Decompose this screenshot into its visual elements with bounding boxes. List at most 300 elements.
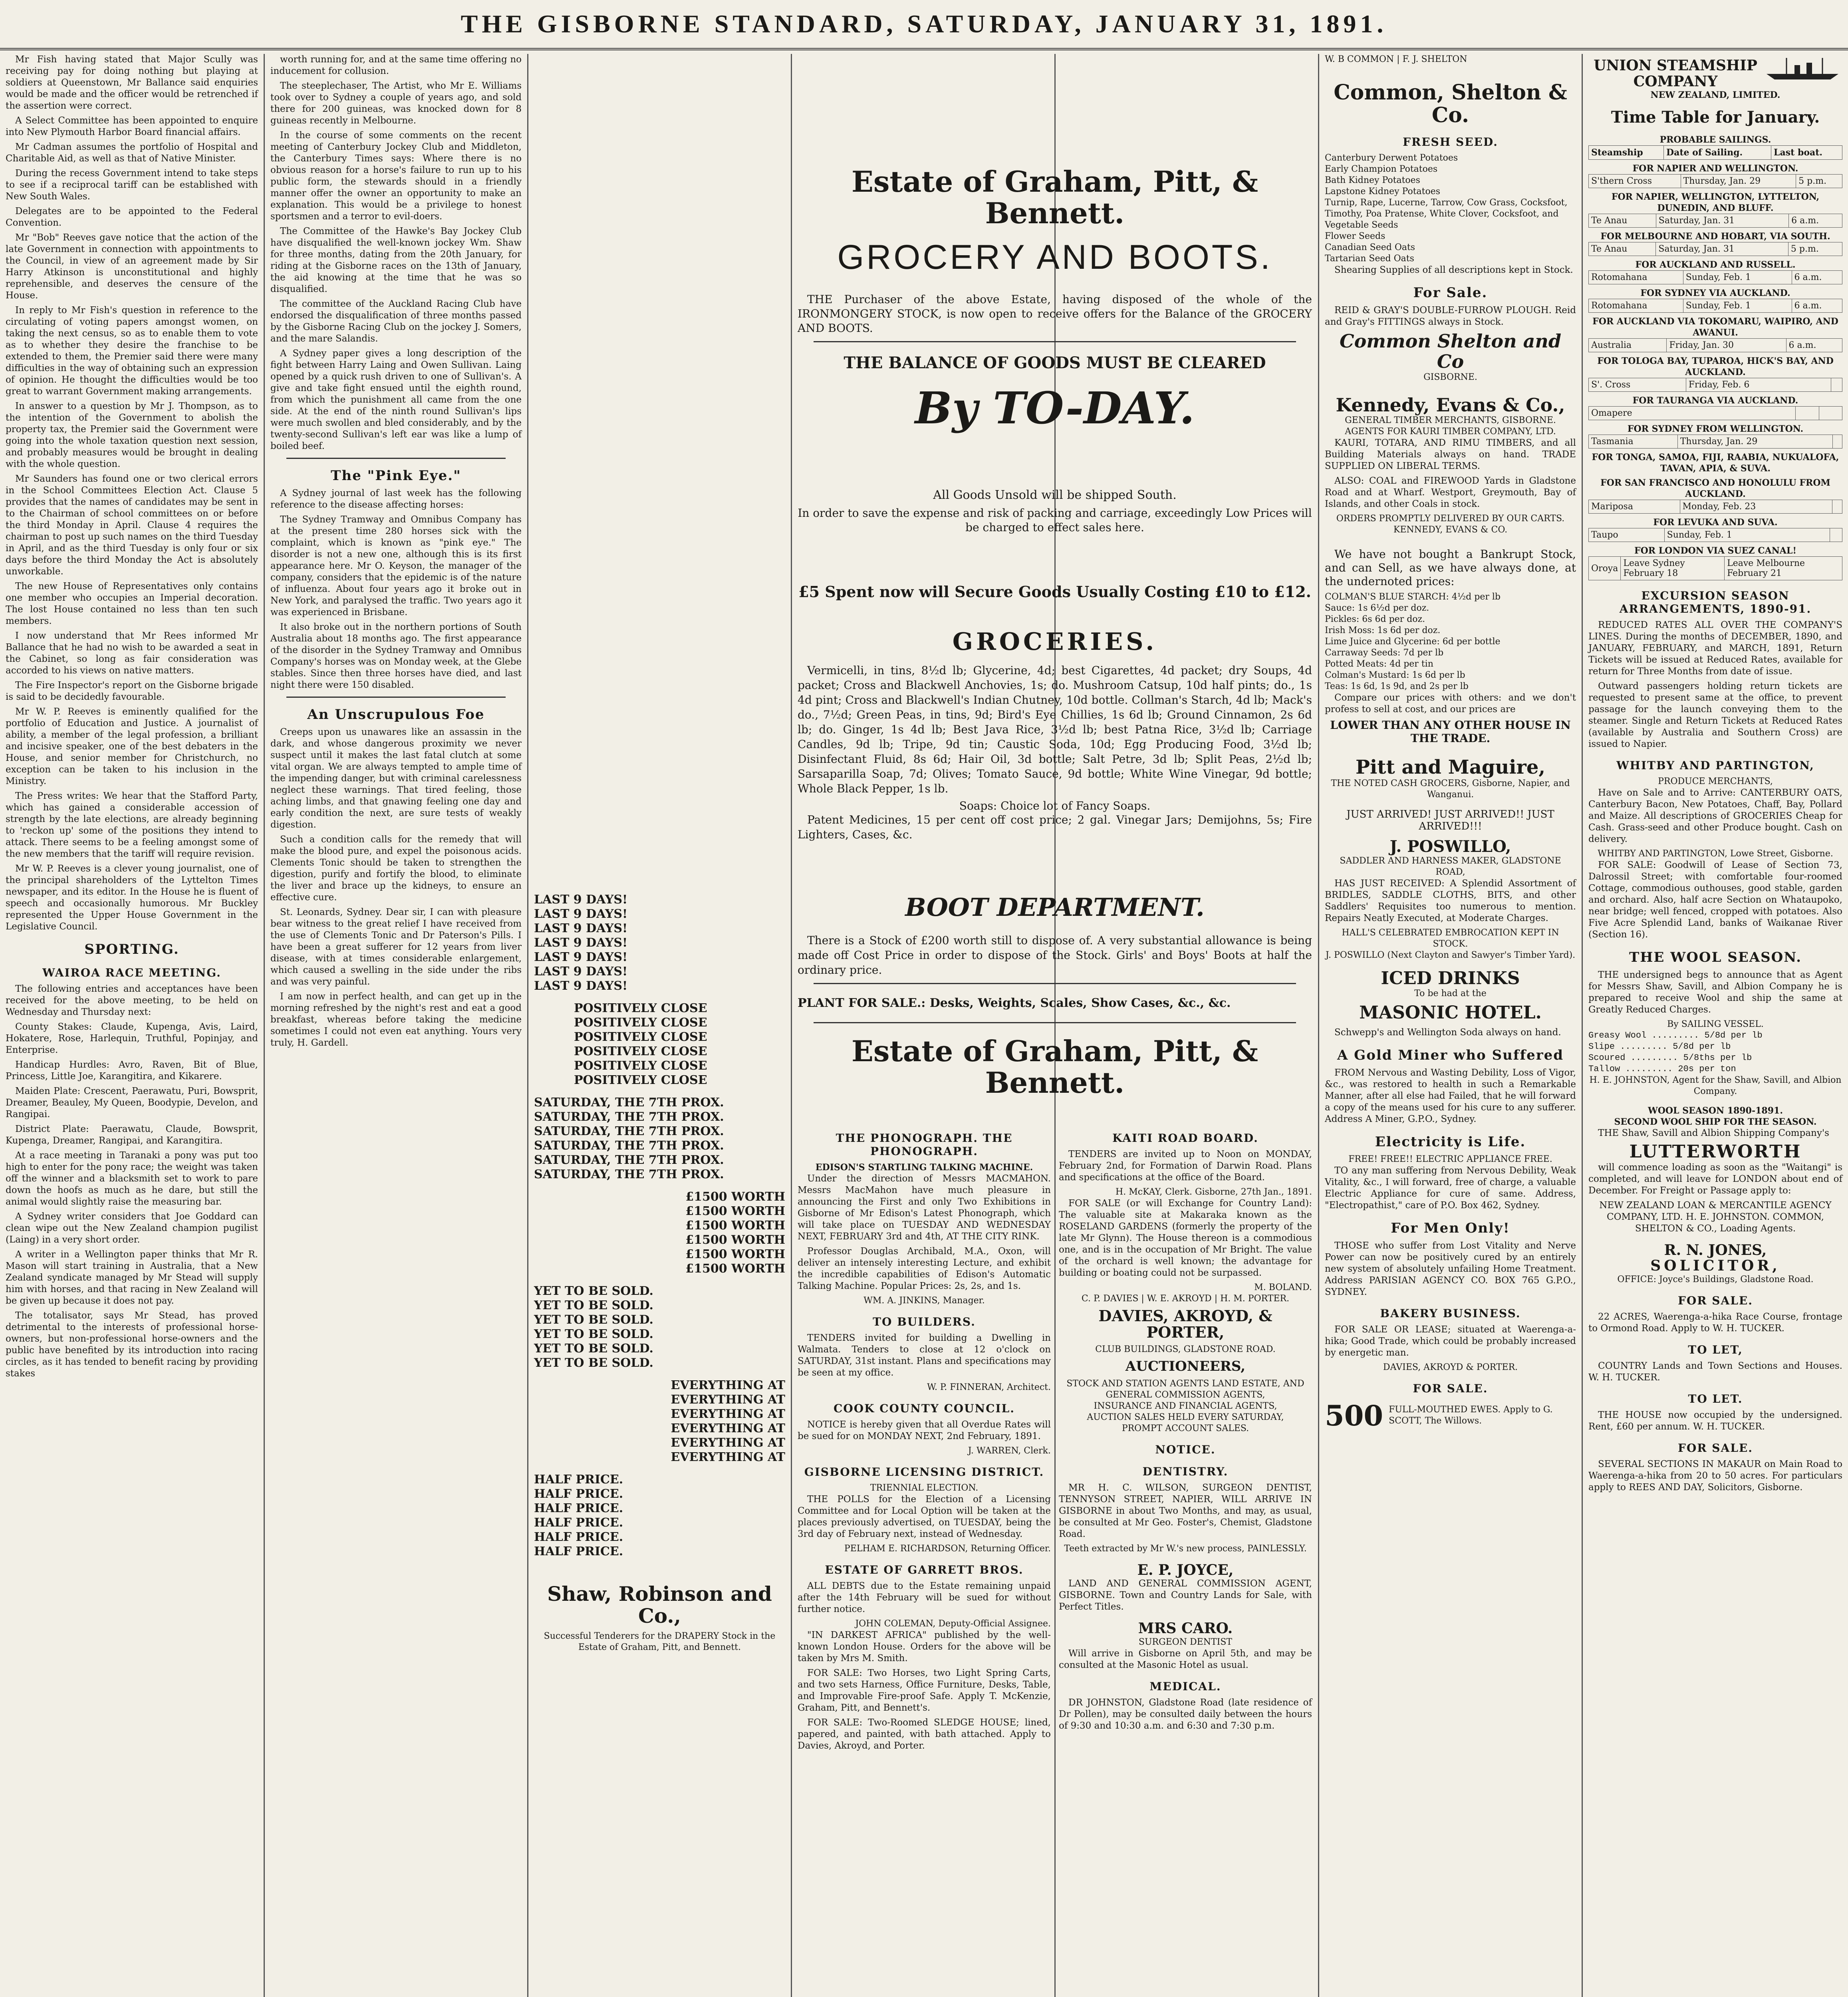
firm-line: STOCK AND STATION AGENTS LAND ESTATE, AND GENERAL COMMISSION AGENTS,	[1066, 1378, 1304, 1400]
news-paragraph: A Select Committee has been appointed to enquire into New Plymouth Harbor Board financial affairs.	[6, 115, 258, 137]
table-cell: Rotomahana	[1589, 271, 1683, 284]
sporting-paragraph: The Committee of the Hawke's Bay Jockey Club have disqualified the well-known jockey Wm. Shaw for three months, dating from the 20th January, for riding at the Gisborne races on the 13th of January, the aid knowing at the time that he was so disqualified.	[270, 226, 522, 294]
table-cell: 5 p.m.	[1788, 242, 1842, 256]
auctioneers-heading: AUCTIONEERS,	[1125, 1358, 1246, 1375]
garrett-signature: JOHN COLEMAN, Deputy-Official Assignee.	[855, 1618, 1051, 1629]
close-line: POSITIVELY CLOSE	[574, 1073, 707, 1087]
caro-subtitle: SURGEON DENTIST	[1138, 1637, 1233, 1647]
table-cell: Australia	[1589, 339, 1667, 352]
saturday-line: SATURDAY, THE 7TH PROX.	[534, 1124, 724, 1138]
garrett-heading: ESTATE OF GARRETT BROS.	[825, 1563, 1024, 1576]
table-cell: 6 a.m.	[1792, 271, 1842, 284]
news-paragraphs	[6, 54, 258, 933]
licensing-text: THE POLLS for the Election of a Licensing Committee and for Local Option will be taken at the places previously advertised, on TUESDAY, being the 3rd day of February next, instead of Wednesday.	[798, 1494, 1051, 1539]
unsold-note: All Goods Unsold will be shipped South.	[933, 488, 1177, 502]
kennedy-text: KAURI, TOTARA, AND RIMU TIMBERS, and all Building Materials always on hand. TRADE SUPPLIED ON LIBERAL TERMS.	[1325, 438, 1576, 472]
last-days-line: LAST 9 DAYS!	[534, 965, 628, 979]
race-meeting-heading: WAIROA RACE MEETING.	[42, 966, 221, 979]
firm-line: PROMPT ACCOUNT SALES.	[1122, 1423, 1249, 1433]
route-label: FOR MELBOURNE AND HOBART, VIA SOUTH.	[1600, 231, 1830, 242]
table-row	[1588, 299, 1842, 313]
kennedy-orders: ORDERS PROMPTLY DELIVERED BY OUR CARTS.	[1336, 514, 1565, 524]
grocery-title: GROCERY AND BOOTS.	[837, 238, 1272, 277]
table-cell	[1832, 435, 1842, 449]
cook-council-signature: J. WARREN, Clerk.	[968, 1445, 1051, 1456]
to-let-2-text: THE HOUSE now occupied by the undersigned. Rent, £60 per annum. W. H. TUCKER.	[1588, 1409, 1842, 1432]
table-header-cell: Steamship	[1589, 146, 1664, 160]
africa-note: "IN DARKEST AFRICA" published by the well-known London House. Orders for the above will be taken by Mrs M. Smith.	[798, 1630, 1051, 1664]
compare-note: Compare our prices with others: and we don't profess to sell at cost, and our prices are	[1325, 693, 1576, 715]
cook-council-text: NOTICE is hereby given that all Overdue Rates will be sued for on MONDAY NEXT, 2nd February, 1891.	[798, 1419, 1051, 1441]
race-paragraph: Maiden Plate: Crescent, Paerawatu, Puri, Bowsprit, Dreamer, Beauley, My Queen, Boodypie, Develon, and Rangipai.	[6, 1086, 258, 1120]
boot-heading: BOOT DEPARTMENT.	[905, 892, 1205, 922]
table-cell	[1796, 407, 1819, 420]
seed-item: Flower Seeds	[1325, 231, 1386, 242]
to-let-2-heading: TO LET.	[1688, 1392, 1743, 1405]
news-paragraph: The Fire Inspector's report on the Gisborne brigade is said to be decidedly favourable.	[6, 680, 258, 702]
news-paragraph: In reply to Mr Fish's question in reference to the circulating of voting papers amongst women, on taking the next census, so as to enable them to vote as to whether they desire the franchise to be extended to them, the Premier said there were many difficulties in the way of obtaining such an expression of opinion. He thought the difficulties would be too great to warrant Government making arrangements.	[6, 305, 258, 397]
table-cell	[1832, 500, 1842, 514]
saturday-line: SATURDAY, THE 7TH PROX.	[534, 1153, 724, 1167]
wool-season: WOOL SEASON 1890-1891.	[1648, 1106, 1783, 1116]
divider	[286, 697, 506, 698]
whitby-heading: WHITBY AND PARTINGTON,	[1616, 759, 1814, 772]
table-cell: Friday, Feb. 6	[1686, 378, 1831, 392]
everything-line: EVERYTHING AT	[671, 1393, 785, 1407]
notice-heading: NOTICE.	[1155, 1443, 1216, 1456]
common-title: Common, Shelton & Co.	[1334, 80, 1567, 128]
saturday-line: SATURDAY, THE 7TH PROX.	[534, 1096, 724, 1110]
column-7	[1583, 54, 1848, 1997]
news-paragraph: Mr Fish having stated that Major Scully was receiving pay for doing nothing but playing at soldiers at Queenstown, Mr Ballance said enquiries would be made and the officer would be retrenched if the assertion were correct.	[6, 54, 258, 111]
sections-text: SEVERAL SECTIONS IN MAKAUR on Main Road to Waerenga-a-hika from 20 to 50 acres. For particulars apply to REES AND DAY, Solicitors, Gisborne.	[1588, 1459, 1842, 1493]
just-arrived: JUST ARRIVED! JUST ARRIVED!! JUST ARRIVED!!!	[1346, 808, 1554, 832]
shaw-title: Shaw, Robinson and Co.,	[547, 1582, 772, 1628]
phonograph-subtitle: EDISON'S STARTLING TALKING MACHINE.	[815, 1162, 1033, 1173]
sailing-routes	[1588, 145, 1842, 580]
builders-heading: TO BUILDERS.	[873, 1315, 976, 1328]
jones-office: OFFICE: Joyce's Buildings, Gladstone Road.	[1617, 1274, 1814, 1284]
table-cell: Taupo	[1589, 528, 1665, 542]
phonograph-more: Professor Douglas Archibald, M.A., Oxon, will deliver an intensely interesting Lecture, and exhibit the incredible capabilities of Edison's Automatic Talking Machine. Popular Prices: 2s, 2s, and 1s.	[798, 1246, 1051, 1291]
excursion-text: REDUCED RATES ALL OVER THE COMPANY'S LINES. During the months of DECEMBER, 1890, and JANUARY, FEBRUARY, and MARCH, 1891, Return Tickets will be issued at Reduced Rates, available for return for Three Months from date of issue.	[1588, 620, 1842, 677]
column-6	[1319, 54, 1582, 1997]
firm-partners: C. P. DAVIES | W. E. AKROYD | H. M. PORTER.	[1081, 1293, 1290, 1304]
table-row	[1588, 500, 1842, 514]
route-label: FOR SAN FRANCISCO AND HONOLULU FROM AUCKLAND.	[1600, 478, 1830, 500]
table-cell: Sunday, Feb. 1	[1683, 271, 1792, 284]
saturday-stack	[534, 1096, 785, 1182]
poswillo-signature: J. POSWILLO (Next Clayton and Sawyer's Timber Yard).	[1325, 950, 1576, 960]
wool-signature: H. E. JOHNSTON, Agent for the Shaw, Savill, and Albion Company.	[1589, 1075, 1842, 1097]
seed-item: Canterbury Derwent Potatoes	[1325, 153, 1458, 163]
table-cell: Te Anau	[1589, 214, 1656, 228]
table-cell: 6 a.m.	[1789, 214, 1842, 228]
wool-rate: Scoured ......... 5/8ths per lb	[1588, 1053, 1752, 1063]
estate-intro: THE Purchaser of the above Estate, having disposed of the whole of the IRONMONGERY STOCK, is now open to receive offers for the Balance of the GROCERY AND BOOTS.	[798, 292, 1312, 335]
soaps-note: Soaps: Choice lot of Fancy Soaps.	[959, 799, 1151, 812]
news-paragraph: During the recess Government intend to take steps to see if a reciprocal tariff can be established with New South Wales.	[6, 168, 258, 202]
table-cell: Oroya	[1589, 557, 1621, 580]
foe-heading: An Unscrupulous Foe	[307, 707, 485, 723]
plough-note: REID & GRAY'S DOUBLE-FURROW PLOUGH. Reid and Gray's FITTINGS always in Stock.	[1325, 305, 1576, 328]
sold-line: YET TO BE SOLD.	[534, 1342, 653, 1356]
poswillo-subtitle: SADDLER AND HARNESS MAKER, GLADSTONE ROAD,	[1340, 856, 1561, 877]
price-item: Irish Moss: 1s 6d per doz.	[1325, 625, 1441, 636]
ewes-heading: FOR SALE.	[1413, 1382, 1488, 1395]
worth-line: £1500 WORTH	[685, 1190, 785, 1204]
table-cell: 5 p.m.	[1796, 175, 1842, 188]
price-item: Teas: 1s 6d, 1s 9d, and 2s per lb	[1325, 681, 1469, 692]
boot-text: There is a Stock of £200 worth still to dispose of. A very substantial allowance is being made off Cost Price in order to dispose of the Stock. Girls' and Boys' Boots at half the ordinary price.	[798, 934, 1312, 977]
partners-line	[1325, 54, 1576, 65]
news-paragraph: The Press writes: We hear that the Stafford Party, which has gained a considerable accession of strength by the late elections, are already beginning to 'reckon up' some of the positions they intend to attack. There seems to be a feeling amongst some of the new members that the tariff will require revision.	[6, 791, 258, 859]
table-cell: Leave Sydney February 18	[1621, 557, 1725, 580]
men-only-text: THOSE who suffer from Lost Vitality and Nerve Power can now be positively cured by an entirely new system of absolutely unfailing Home Treatment. Address PARISIAN AGENCY CO. BOX 765 G.P.O., SYDNEY.	[1325, 1240, 1576, 1297]
iced-drinks-text: Schwepp's and Wellington Soda always on hand.	[1334, 1027, 1561, 1038]
firm-line: INSURANCE AND FINANCIAL AGENTS,	[1094, 1401, 1277, 1411]
table-row	[1588, 214, 1842, 228]
everything-stack	[534, 1378, 785, 1465]
route-label: FOR NAPIER AND WELLINGTON.	[1632, 163, 1798, 174]
price-item: Pickles: 6s 6d per doz.	[1325, 614, 1425, 625]
excursion-more: Outward passengers holding return tickets are requested to present same at the office, to prevent passage for the launch conveying them to the steamer. Single and Return Tickets at Reduced Rates (available by Australia and Southern Cross) are issued to Napier.	[1588, 681, 1842, 750]
sporting-paragraph: The steeplechaser, The Artist, who Mr E. Williams took over to Sydney a couple of years ago, and sold there for 200 guineas, was knocked down for 8 guineas recently in Melbourne.	[270, 81, 522, 126]
everything-line: EVERYTHING AT	[671, 1450, 785, 1464]
column-2	[265, 54, 527, 1997]
spent-note: £5 Spent now will Secure Goods Usually Costing £10 to £12.	[798, 582, 1311, 601]
whitby-signature: WHITBY AND PARTINGTON, Lowe Street, Gisborne.	[1598, 849, 1833, 859]
divider	[814, 341, 1296, 342]
table-row	[1588, 270, 1842, 284]
gold-miner-text: FROM Nervous and Wasting Debility, Loss of Vigor, &c., was restored to health in such a Remarkable Manner, after all else had Failed, that he will forward a copy of the means used for his cure to any sufferer. Address A Miner, G.P.O., Sydney.	[1325, 1067, 1576, 1124]
pink-eye-paragraphs	[270, 488, 522, 691]
union-title: UNION STEAMSHIP COMPANY	[1594, 57, 1757, 90]
jones-subtitle: SOLICITOR,	[1650, 1257, 1781, 1274]
price-item: Colman's Mustard: 1s 6d per lb	[1325, 670, 1465, 681]
race-paragraph: County Stakes: Claude, Kupenga, Avis, Laird, Hokatere, Rose, Harlequin, Truthful, Popinjay, and Enterprise.	[6, 1022, 258, 1055]
phonograph-title: THE PHONOGRAPH. THE PHONOGRAPH.	[836, 1131, 1013, 1158]
last-days-line: LAST 9 DAYS!	[534, 936, 628, 950]
table-cell: Leave Melbourne February 21	[1725, 557, 1842, 580]
price-item: Carraway Seeds: 7d per lb	[1325, 648, 1444, 658]
seed-list	[1325, 153, 1576, 264]
timetable-title: Time Table for January.	[1611, 108, 1820, 127]
saturday-line: SATURDAY, THE 7TH PROX.	[534, 1167, 724, 1181]
horses-sale: FOR SALE: Two Horses, two Light Spring Carts, and two sets Harness, Office Furniture, Desks, Table, and Improvable Fire-proof Safe. Apply T. McKenzie, Graham, Pitt, and Bennett's.	[798, 1667, 1051, 1713]
sporting-paragraph: A Sydney paper gives a long description of the fight between Harry Laing and Owen Sullivan. Laing opened by a quick rush driven to one of Sullivan's. A give and take fight ensued until the eighth round, from which the punishment all came from the one side. At the end of the ninth round Sullivan's lips were much swollen and bled considerably, and by the twenty-second Sullivan's left ear was like a lump of boiled beef.	[270, 348, 522, 451]
wool-rates	[1588, 1030, 1842, 1075]
iced-drinks-sub: To be had at the	[1414, 989, 1487, 999]
table-cell: Rotomahana	[1589, 299, 1683, 313]
half-price-stack	[534, 1473, 785, 1559]
probable-sailings: PROBABLE SAILINGS.	[1659, 135, 1771, 145]
poswillo-embrocation: HALL'S CELEBRATED EMBROCATION KEPT IN STOCK.	[1342, 927, 1559, 949]
close-line: POSITIVELY CLOSE	[574, 1030, 707, 1044]
last-days-line: LAST 9 DAYS!	[534, 921, 628, 935]
table-row	[1588, 338, 1842, 352]
seed-item: Bath Kidney Potatoes	[1325, 175, 1420, 186]
ship-text: THE Shaw, Savill and Albion Shipping Company's	[1598, 1128, 1829, 1139]
kennedy-subtitle: GENERAL TIMBER MERCHANTS, GISBORNE.	[1345, 415, 1556, 426]
table-cell: 6 a.m.	[1792, 299, 1842, 313]
seed-item: Tartarian Seed Oats	[1325, 254, 1414, 264]
builders-signature: W. P. FINNERAN, Architect.	[927, 1382, 1051, 1392]
plant-note: PLANT FOR SALE.: Desks, Weights, Scales, Show Cases, &c., &c.	[798, 996, 1231, 1010]
caro-title: MRS CARO.	[1138, 1620, 1233, 1637]
sporting-paragraph: worth running for, and at the same time offering no inducement for collusion.	[270, 54, 522, 76]
licensing-signature: PELHAM E. RICHARDSON, Returning Officer.	[844, 1543, 1051, 1554]
sledge-sale: FOR SALE: Two-Roomed SLEDGE HOUSE; lined, papered, and painted, with bath attached. Apply to Davies, Akroyd, and Porter.	[798, 1717, 1051, 1751]
to-let-heading: TO LET,	[1688, 1343, 1743, 1356]
electricity-subtitle: FREE! FREE!! ELECTRIC APPLIANCE FREE.	[1348, 1154, 1552, 1164]
balance-heading: THE BALANCE OF GOODS MUST BE CLEARED	[844, 353, 1266, 372]
ewes-number: 500	[1325, 1399, 1384, 1432]
phonograph-text: Under the direction of Messrs MACMAHON. Messrs MacMahon have much pleasure in announcing the First and only Two Exhibitions in Gisborne of Mr Edison's Latest Phonograph, which will take place on TUESDAY AND WEDNESDAY NEXT, FEBRUARY 3rd and 4th, AT THE CITY RINK.	[798, 1173, 1051, 1242]
race-paragraph: At a race meeting in Taranaki a pony was put too high to enter for the pony race; the weight was taken off the winner and a blacksmith set to work to pare down the hoofs as much as he dare, but still the animal would slightly raise the measuring bar.	[6, 1150, 258, 1207]
last-days-line: LAST 9 DAYS!	[534, 950, 628, 964]
news-paragraph: Delegates are to be appointed to the Federal Convention.	[6, 206, 258, 228]
kennedy-signature: KENNEDY, EVANS & CO.	[1393, 525, 1508, 535]
price-list	[1325, 592, 1576, 692]
pink-eye-paragraph: The Sydney Tramway and Omnibus Company has at the present time 280 horses sick with the complaint, which is known as "pink eye." The disorder is not a new one, although this is its first appearance here. Mr O. Keyson, the manager of the company, considers that the epidemic is of the nature of influenza. About four years ago it broke out in New York, and paralysed the traffic. Two years ago it was experienced in Brisbane.	[270, 514, 522, 617]
divider	[814, 1022, 1296, 1023]
for-sale-heading: For Sale.	[1413, 285, 1488, 301]
race-paragraph: District Plate: Paerawatu, Claude, Bowsprit, Kupenga, Dreamer, Rangipai, and Karangitira.	[6, 1124, 258, 1146]
estate-title: Estate of Graham, Pitt, & Bennett.	[851, 165, 1258, 230]
wool-text: THE undersigned begs to announce that as Agent for Messrs Shaw, Savill, and Albion Company he is prepared to receive Wool and ship the same at Greatly Reduced Charges.	[1588, 970, 1842, 1015]
race-paragraph: Handicap Hurdles: Avro, Raven, Bit of Blue, Princess, Little Joe, Karangitira, and Kikarere.	[6, 1060, 258, 1082]
news-paragraph: I now understand that Mr Rees informed Mr Ballance that he had no wish to be awarded a seat in the Cabinet, so long as fair consideration was accorded to his views on native matters.	[6, 631, 258, 676]
route-label: FOR NAPIER, WELLINGTON, LYTTELTON, DUNEDIN, AND BLUFF.	[1611, 192, 1820, 214]
route-label: FOR SYDNEY FROM WELLINGTON.	[1627, 424, 1804, 435]
lease-text: FOR SALE OR LEASE; situated at Waerenga-a-hika; Good Trade, which could be probably increased by energetic man.	[1325, 1324, 1576, 1358]
table-cell	[1831, 378, 1842, 392]
table-cell: Sunday, Feb. 1	[1683, 299, 1792, 313]
divider	[814, 983, 1296, 984]
route-label: FOR LONDON VIA SUEZ CANAL!	[1634, 546, 1796, 556]
last-days-line: LAST 9 DAYS!	[534, 893, 628, 907]
exchange-text: FOR SALE (or will Exchange for Country Land): The valuable site at Makaraka known as the ROSELAND GARDENS (formerly the property of the late Mr Glynn). The House thereon is a commodious one, and is in the occupation of Mr Bright. The value of the orchard is well known; the advantage for building or boating could not be surpassed.	[1059, 1198, 1312, 1278]
sections-heading: FOR SALE.	[1677, 1441, 1753, 1455]
kennedy-title: Kennedy, Evans & Co.,	[1336, 394, 1565, 416]
worth-stack	[534, 1190, 785, 1276]
route-label: FOR AUCKLAND AND RUSSELL.	[1635, 260, 1796, 270]
table-row	[1588, 435, 1842, 449]
lower-notices-left	[798, 1123, 1051, 1755]
table-row	[1588, 406, 1842, 420]
table-cell: 6 a.m.	[1786, 339, 1842, 352]
table-cell: S'. Cross	[1589, 378, 1686, 392]
johnston-text: DR JOHNSTON, Gladstone Road (late residence of Dr Pollen), may be consulted daily between the hours of 9:30 and 10:30 a.m. and 6:30 and 7:30 p.m.	[1059, 1697, 1312, 1731]
close-line: POSITIVELY CLOSE	[574, 1044, 707, 1058]
estate-title-repeat: Estate of Graham, Pitt, & Bennett.	[851, 1034, 1258, 1100]
whitby-text: Have on Sale and to Arrive: CANTERBURY OATS, Canterbury Bacon, New Potatoes, Chaff, Bay, Pollard and Maize. All descriptions of GROCERIES Cheap for Cash. Grass-seed and other Produce bought. Cash on delivery.	[1588, 788, 1842, 845]
race-paragraph: A Sydney writer considers that Joe Goddard can clean wipe out the New Zealand champion pugilist (Laing) in a very short order.	[6, 1211, 258, 1245]
poswillo-text: HAS JUST RECEIVED: A Splendid Assortment of BRIDLES, SADDLE CLOTHS, BITS, and other Saddlers' Requisites too numerous to mention. Repairs Neatly Executed, at Moderate Charges.	[1325, 878, 1576, 923]
table-row	[1588, 242, 1842, 256]
dentistry-text: MR H. C. WILSON, SURGEON DENTIST, TENNYSON STREET, NAPIER, WILL ARRIVE IN GISBORNE in about Two Months, and may, as usual, be consulted at Mr Geo. Foster's, Chemist, Gladstone Road.	[1059, 1482, 1312, 1539]
route-label: FOR TONGA, SAMOA, FIJI, RAABIA, NUKUALOFA, TAVAN, APIA, & SUVA.	[1592, 452, 1839, 474]
news-paragraph: Mr "Bob" Reeves gave notice that the action of the late Government in connection with appointments to the Council, in view of an agreement made by Sir Harry Atkinson is unconstitutional and highly reprehensible, and deserves the censure of the House.	[6, 232, 258, 301]
iced-drinks-heading: ICED DRINKS	[1381, 968, 1520, 989]
worth-line: £1500 WORTH	[685, 1247, 785, 1261]
price-item: COLMAN'S BLUE STARCH: 4½d per lb	[1325, 592, 1501, 602]
wool-heading: THE WOOL SEASON.	[1629, 949, 1802, 966]
medical-heading: MEDICAL.	[1149, 1679, 1221, 1693]
lower-notices-right	[1059, 1123, 1312, 1755]
table-cell: Omapere	[1589, 407, 1796, 420]
sold-line: YET TO BE SOLD.	[534, 1313, 653, 1327]
route-label: FOR AUCKLAND VIA TOKOMARU, WAIPIRO, AND AWANUI.	[1592, 316, 1838, 338]
column-1	[0, 54, 264, 1997]
everything-line: EVERYTHING AT	[671, 1407, 785, 1421]
everything-line: EVERYTHING AT	[671, 1436, 785, 1450]
table-cell	[1830, 528, 1842, 542]
race-paragraphs	[6, 983, 258, 1380]
bankrupt-note: We have not bought a Bankrupt Stock, and can Sell, as we have always done, at the undernoted prices:	[1325, 548, 1576, 588]
table-cell: Sunday, Feb. 1	[1664, 528, 1830, 542]
close-line: POSITIVELY CLOSE	[574, 1001, 707, 1015]
firm-title: DAVIES, AKROYD, & PORTER,	[1098, 1306, 1272, 1342]
kennedy-coal: ALSO: COAL and FIREWOOD Yards in Gladstone Road and at Wharf. Westport, Greymouth, Bay of Islands, and other Coals in stock.	[1325, 476, 1576, 510]
lower-notices	[798, 1123, 1312, 1755]
whitby-subtitle: PRODUCE MERCHANTS,	[1658, 776, 1773, 787]
lutterworth-title: LUTTERWORTH	[1629, 1141, 1802, 1162]
pitt-subtitle: THE NOTED CASH GROCERS, Gisborne, Napier, and Wanganui.	[1331, 778, 1570, 800]
kaiti-signature: H. McKAY, Clerk. Gisborne, 27th Jan., 1891.	[1116, 1187, 1312, 1197]
lutterworth-text: will commence loading as soon as the "Waitangi" is completed, and will leave for LONDON about end of December. For Freight or Passage apply to:	[1588, 1162, 1842, 1196]
sporting-paragraph: The committee of the Auckland Racing Club have endorsed the disqualification of three months passed by the Gisborne Racing Club on the jockey J. Somers, and the mare Salandis.	[270, 299, 522, 344]
news-paragraph: Mr W. P. Reeves is a clever young journalist, one of the principal shareholders of the Lyttelton Times newspaper, and its editor. In the House he is fluent of speech and occasionally humorous. Mr Buckley represented the Upper House Government in the Legislative Council.	[6, 864, 258, 932]
table-header-cell: Last boat.	[1771, 146, 1842, 160]
news-paragraph: Mr Saunders has found one or two clerical errors in the School Committees Election Act. Clause 5 provides that the names of candidates may be sent in to the Chairman of school committees on or before the third Monday in April. Clause 4 requires the chairman to post up such names on the third Tuesday in April, and as the third Tuesday is only four or six days before the third Monday the Act is absolutely unworkable.	[6, 474, 258, 577]
builders-text: TENDERS invited for building a Dwelling in Walmata. Tenders to close at 12 o'clock on SATURDAY, 31st instant. Plans and specifications may be seen at my office.	[798, 1332, 1051, 1378]
route-label: FOR TAURANGA VIA AUCKLAND.	[1632, 395, 1798, 406]
saturday-line: SATURDAY, THE 7TH PROX.	[534, 1139, 724, 1153]
caro-text: Will arrive in Gisborne on April 5th, and may be consulted at the Masonic Hotel as usual.	[1059, 1648, 1312, 1670]
goodwill-text: FOR SALE: Goodwill of Lease of Section 73, Dalrossil Street; with comfortable four-roomed Cottage, commodious outhouses, good stable, garden and orchard. Also, half acre Section on Whataupoko, near bridge; well fenced, cropped with potatoes. Also Five Acre Splendid Land, banks of Waikanae River (Section 16).	[1588, 860, 1842, 940]
licensing-subtitle: TRIENNIAL ELECTION.	[870, 1483, 979, 1493]
kaiti-heading: KAITI ROAD BOARD.	[1112, 1131, 1258, 1145]
sailings-table-header	[1588, 145, 1842, 160]
half-price-line: HALF PRICE.	[534, 1544, 623, 1558]
steamship-icon	[1763, 54, 1842, 82]
men-only-heading: For Men Only!	[1391, 1220, 1510, 1236]
table-cell: S'thern Cross	[1589, 175, 1681, 188]
table-row	[1588, 556, 1842, 580]
electricity-text: TO any man suffering from Nervous Debility, Weak Vitality, &c., I will forward, free of charge, a valuable Electric Appliance for cure of same. Address, "Electropathist," care of P.O. Box 462, Sydney.	[1325, 1165, 1576, 1211]
second-ship: SECOND WOOL SHIP FOR THE SEASON.	[1614, 1117, 1817, 1128]
loading-agents: NEW ZEALAND LOAN & MERCANTILE AGENCY COMPANY, LTD. H. E. JOHNSTON. COMMON, SHELTON & CO., Loading Agents.	[1599, 1200, 1832, 1234]
pink-eye-paragraph: A Sydney journal of last week has the following reference to the disease affecting horses:	[270, 488, 522, 510]
worth-line: £1500 WORTH	[685, 1262, 785, 1276]
table-header-cell: Date of Sailing.	[1664, 146, 1771, 160]
table-cell: Mariposa	[1589, 500, 1680, 514]
table-cell: Monday, Feb. 23	[1680, 500, 1832, 514]
route-label: FOR LEVUKA AND SUVA.	[1653, 517, 1778, 528]
table-cell: Saturday, Jan. 31	[1656, 242, 1788, 256]
sold-stack	[534, 1284, 785, 1370]
table-row	[1588, 528, 1842, 542]
kaiti-text: TENDERS are invited up to Noon on MONDAY, February 2nd, for Formation of Darwin Road. Plans and specifications at the office of the Board.	[1059, 1149, 1312, 1183]
race-paragraph: A writer in a Wellington paper thinks that Mr R. Mason will start training in Australia, that a New Zealand syndicate managed by Mr Stead will supply him with horses, and that racing in New Zealand will be given up because it does not pay.	[6, 1249, 258, 1306]
exchange-signature: M. BOLAND.	[1254, 1282, 1312, 1292]
groceries-list: Vermicelli, in tins, 8½d lb; Glycerine, 4d; best Cigarettes, 4d packet; dry Soups, 4d packet; Cross and Blackwell Anchovies, 1s; do. Mushroom Catsup, 10d half pints; do., 1s 4d pint; Cross and Blackwell's Indian Chutney, 10d bottle. Collman's Starch, 4d lb; Mack's do., 7½d; Green Peas, in tins, 9d; Bird's Eye Chillies, 1s 6d lb; Ground Cinnamon, 2s 6d lb; do. Ginger, 1s 4d lb; Best Java Rice, 3½d lb; best Patna Rice, 3½d lb; Carriage Candles, 9d lb; Tripe, 9d tin; Caustic Soda, 10d; Egg Producing Food, 3½d lb; Disinfectant Fluid, 8s 6d; Hair Oil, 3d bottle; Salt Petre, 3d lb; Split Peas, 2½d lb; Sarsaparilla Soap, 7d; Olives; Tomato Sauce, 9d bottle; White Wine Vinegar, 9d bottle; Whole Black Pepper, 1s lb.	[798, 663, 1312, 795]
table-cell	[1819, 407, 1842, 420]
union-subtitle: NEW ZEALAND, LIMITED.	[1650, 90, 1781, 101]
pitt-title: Pitt and Maguire,	[1355, 756, 1546, 779]
seed-item: Turnip, Rape, Lucerne, Tarrow, Cow Grass, Cocksfoot, Timothy, Poa Pratense, White Clover, Cocksfoot, and Vegetable Seeds	[1325, 198, 1568, 230]
pink-eye-heading: The "Pink Eye."	[331, 468, 461, 484]
foe-paragraph: I am now in perfect health, and can get up in the morning refreshed by the night's rest and eat a good breakfast, whereas before taking the medicine sometimes I could not even eat anything. Yours very truly, H. Gardell.	[270, 991, 522, 1048]
cook-council-heading: COOK COUNTY COUNCIL.	[834, 1401, 1015, 1415]
news-paragraph: Mr Cadman assumes the portfolio of Hospital and Charitable Aid, as well as that of Native Minister.	[6, 142, 258, 164]
firm-subtitle: CLUB BUILDINGS, GLADSTONE ROAD.	[1095, 1344, 1276, 1355]
reason-note: In order to save the expense and risk of packing and carriage, exceedingly Low Prices will be charged to effect sales here.	[798, 506, 1312, 534]
masonic-hotel: MASONIC HOTEL.	[1359, 1002, 1542, 1023]
price-item: Sauce: 1s 6½d per doz.	[1325, 603, 1429, 613]
common-signature: Common Shelton and Co	[1340, 330, 1561, 372]
close-line: POSITIVELY CLOSE	[574, 1059, 707, 1073]
table-cell: Te Anau	[1589, 242, 1656, 256]
masthead-title: THE GISBORNE STANDARD, SATURDAY, JANUARY 31, 1891.	[461, 10, 1387, 38]
licensing-heading: GISBORNE LICENSING DISTRICT.	[804, 1465, 1044, 1479]
half-price-line: HALF PRICE.	[534, 1473, 623, 1487]
sporting-heading: SPORTING.	[84, 941, 179, 957]
news-paragraph: Mr W. P. Reeves is eminently qualified for the portfolio of Education and Justice. A journalist of ability, a member of the legal profession, a brilliant and incisive speaker, one of the best debaters in the House, and senior member for Christchurch, no exception can be taken to his inclusion in the Ministry.	[6, 707, 258, 786]
firm-line: AUCTION SALES HELD EVERY SATURDAY,	[1087, 1412, 1284, 1422]
table-cell: Thursday, Jan. 29	[1681, 175, 1796, 188]
half-price-line: HALF PRICE.	[534, 1501, 623, 1515]
table-cell: Tasmania	[1589, 435, 1678, 449]
to-let-text: COUNTRY Lands and Town Sections and Houses. W. H. TUCKER.	[1588, 1360, 1842, 1383]
last-days-line: LAST 9 DAYS!	[534, 979, 628, 993]
close-line: POSITIVELY CLOSE	[574, 1016, 707, 1030]
painless-note: Teeth extracted by Mr W.'s new process, PAINLESSLY.	[1064, 1543, 1307, 1554]
garrett-text: ALL DEBTS due to the Estate remaining unpaid after the 14th February will be sued for without further notice.	[798, 1580, 1051, 1614]
sold-line: YET TO BE SOLD.	[534, 1327, 653, 1341]
wool-rate: Slipe ......... 5/8d per lb	[1588, 1042, 1731, 1052]
half-price-line: HALF PRICE.	[534, 1530, 623, 1544]
table-row	[1588, 378, 1842, 392]
lower-note: LOWER THAN ANY OTHER HOUSE IN THE TRADE.	[1330, 719, 1571, 745]
price-item: Potted Meats: 4d per tin	[1325, 659, 1433, 669]
table-cell: Saturday, Jan. 31	[1656, 214, 1788, 228]
foe-paragraph: Such a condition calls for the remedy that will make the blood pure, and expel the poisonous acids. Clements Tonic should be taken to strengthen the digestion, purify and fortify the blood, to eliminate the liver and brace up the kidneys, to ensure an effective cure.	[270, 834, 522, 903]
poswillo-title: J. POSWILLO,	[1389, 837, 1511, 856]
joyce-title: E. P. JOYCE,	[1137, 1561, 1234, 1578]
worth-line: £1500 WORTH	[685, 1204, 785, 1218]
worth-line: £1500 WORTH	[685, 1219, 785, 1233]
foe-paragraphs	[270, 727, 522, 1049]
electricity-heading: Electricity is Life.	[1375, 1133, 1526, 1150]
dentistry-heading: DENTISTRY.	[1142, 1465, 1229, 1478]
patent-note: Patent Medicines, 15 per cent off cost price; 2 gal. Vinegar Jars; Demijohns, 5s; Fire Lighters, Cases, &c.	[798, 813, 1312, 841]
half-price-line: HALF PRICE.	[534, 1516, 623, 1530]
sale-22-text: 22 ACRES, Waerenga-a-hika Race Course, frontage to Ormond Road. Apply to W. H. TUCKER.	[1588, 1311, 1842, 1334]
price-item: Lime Juice and Glycerine: 6d per bottle	[1325, 637, 1501, 647]
race-paragraph: The totalisator, says Mr Stead, has proved detrimental to the interests of professional horse-owners, but non-professional horse-owners and the public have benefited by its introduction into racing circles, as it has tended to benefit racing by providing stakes	[6, 1310, 258, 1379]
sporting-paragraphs	[270, 54, 522, 452]
foe-paragraph: Creeps upon us unawares like an assassin in the dark, and whose dangerous proximity we never suspect until it makes the last fatal clutch at some vital organ. We are always tempted to ample time of the impending danger, but with criminal carelessness neglect these warnings. That tired feeling, those aching limbs, and that gnawing feeling one day and early condition the next, are sure tests of weakly digestion.	[270, 727, 522, 830]
shearing-note: Shearing Supplies of all descriptions kept in Stock.	[1334, 265, 1573, 276]
column-4	[792, 54, 1318, 1997]
joyce-text: LAND AND GENERAL COMMISSION AGENT, GISBORNE. Town and Country Lands for Sale, with Perfect Titles.	[1059, 1578, 1312, 1612]
table-cell: Friday, Jan. 30	[1667, 339, 1786, 352]
ewes-text: FULL-MOUTHED EWES. Apply to G. SCOTT, The Willows.	[1389, 1405, 1553, 1426]
saturday-line: SATURDAY, THE 7TH PROX.	[534, 1110, 724, 1124]
